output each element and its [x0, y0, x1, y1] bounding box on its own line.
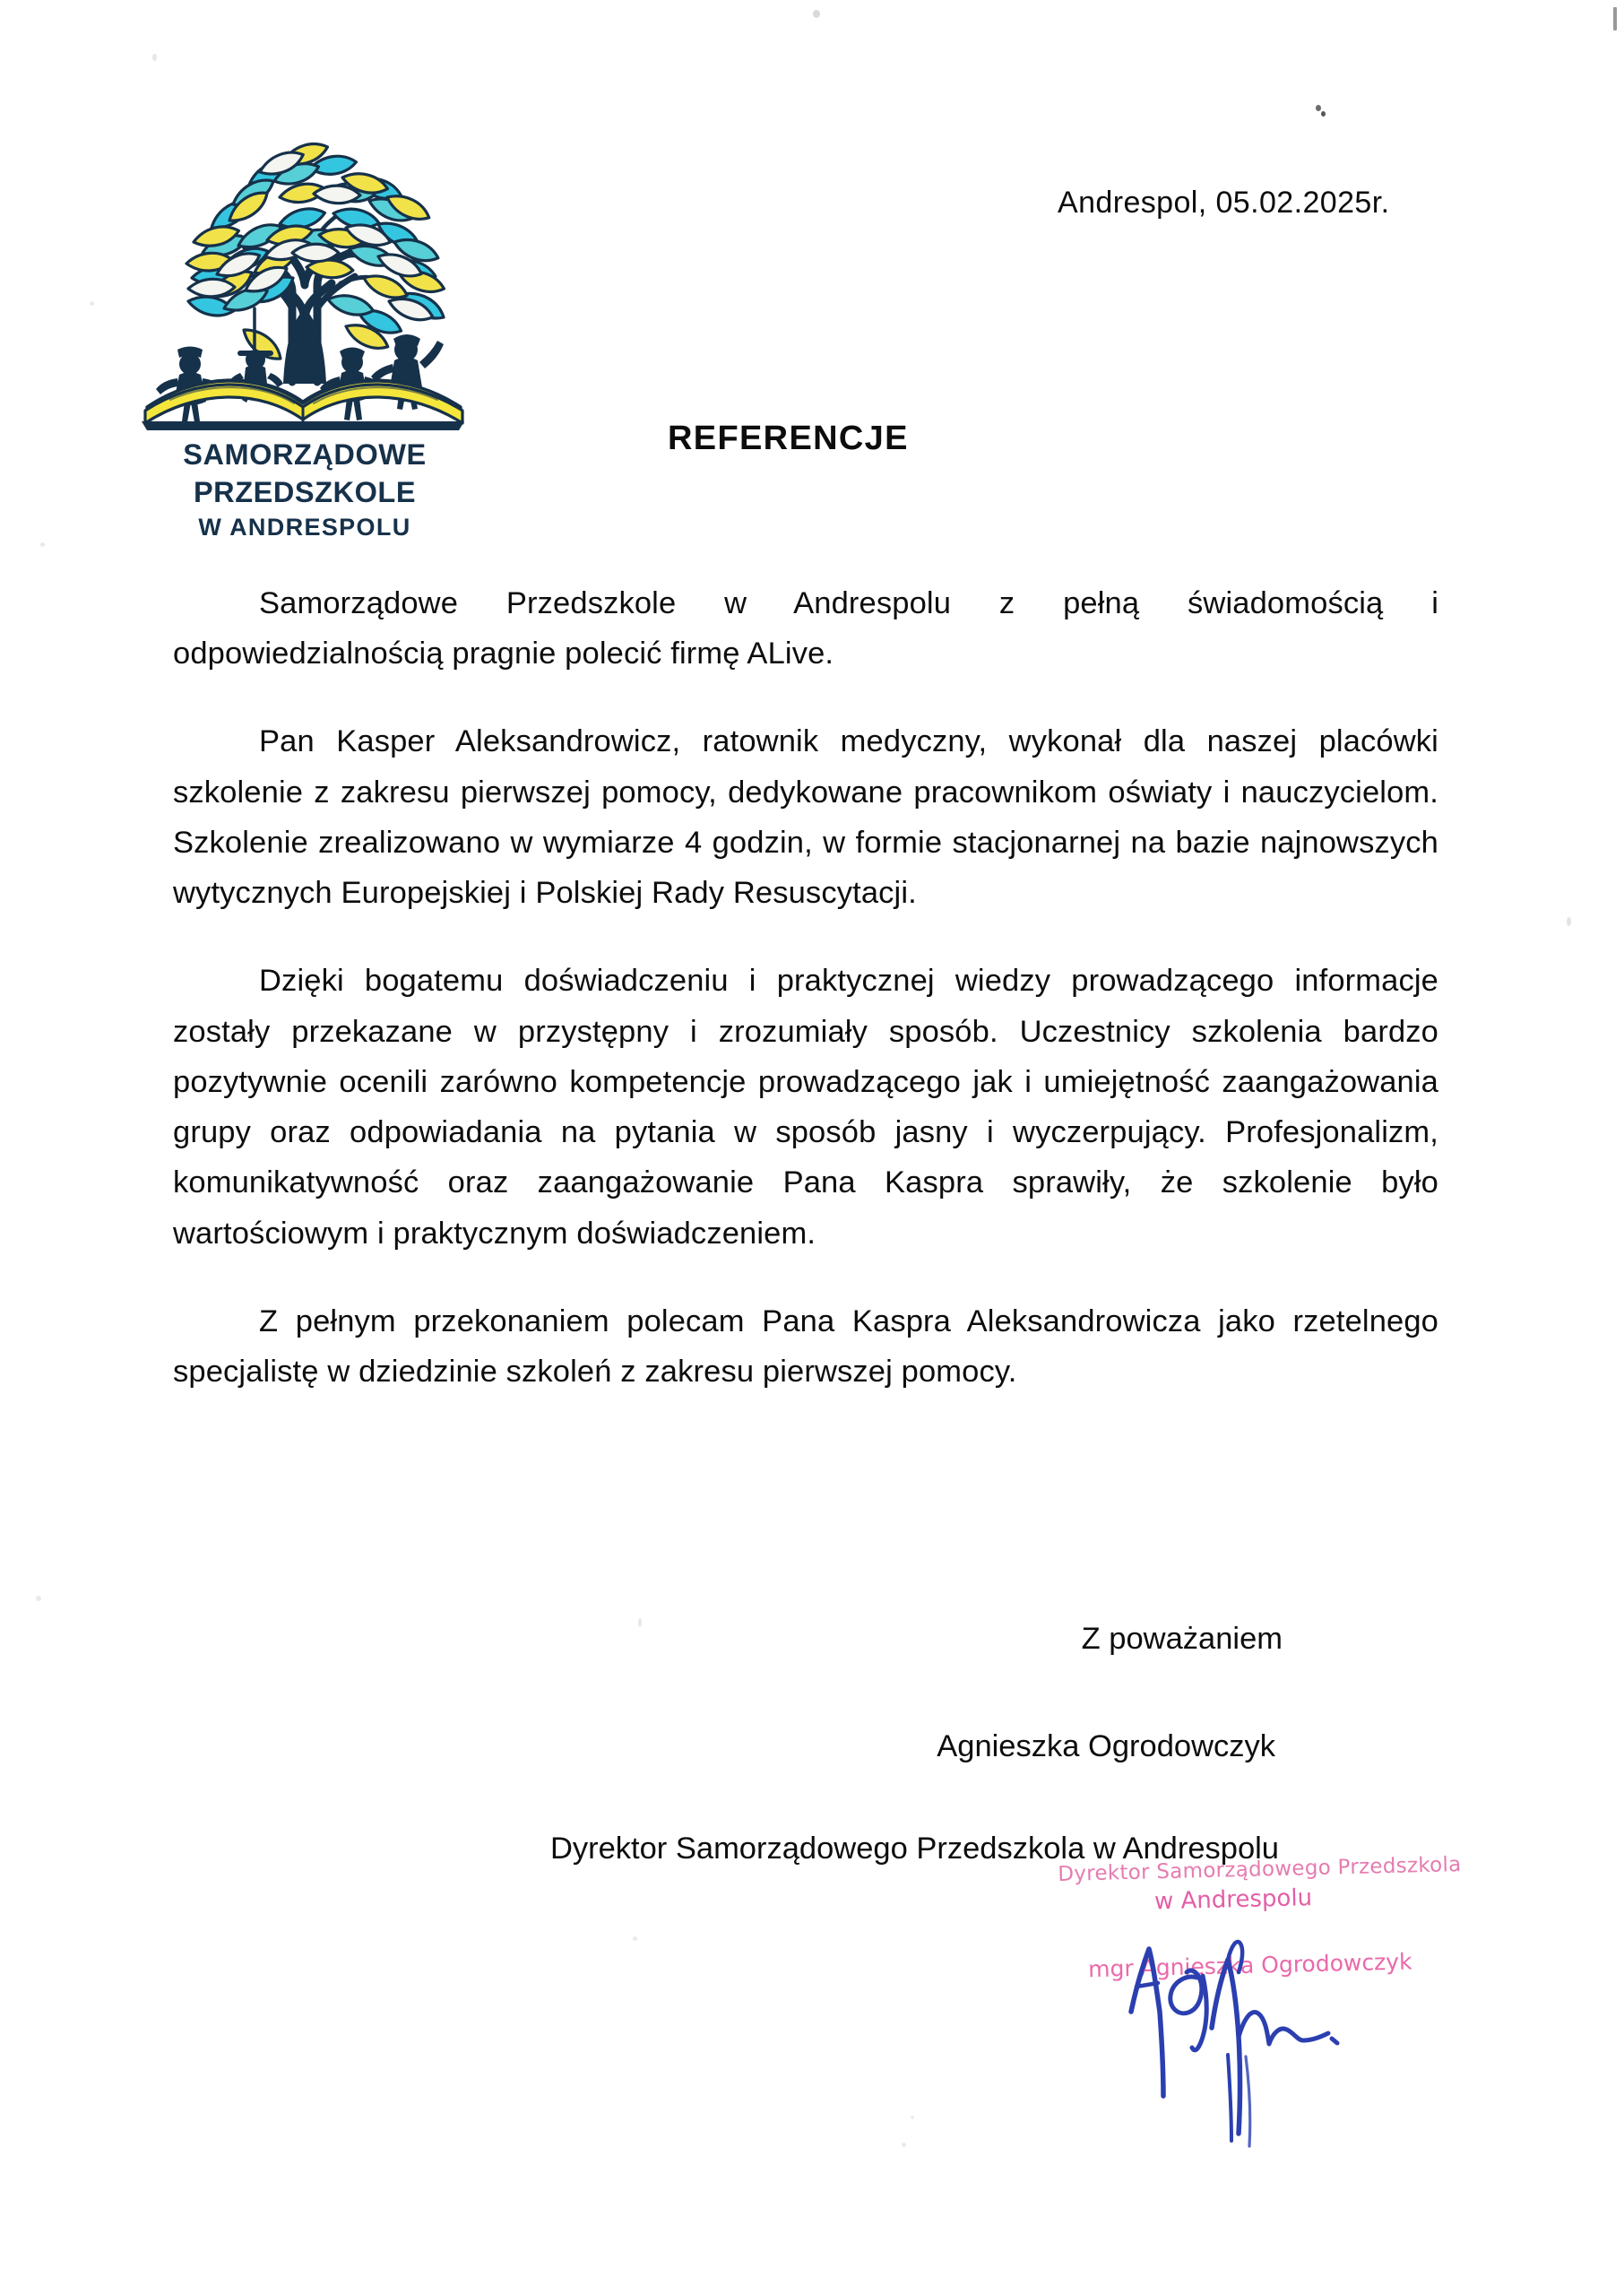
stamp-line-3: mgr Agnieszka Ogrodowczyk: [1087, 1948, 1412, 1983]
body-paragraph: Dzięki bogatemu doświadczeniu i praktycznej wiedzy prowadzącego informacje zostały przekazane w przystępny i zrozumiały sposób. Uczestnicy szkolenia bardzo pozytywnie ocenili zarówno kompetencje prowadzącego jak i umiejętność zaangażowania grupy oraz odpowiadania na pytania w sposób jasny i wyczerpujący. Profesjonalizm, komunikatywność oraz zaangażowanie Pana Kaspra sprawiły, że szkolenie było wartościowym i praktycznym doświadczeniem.: [173, 964, 1438, 1251]
letter-body: [173, 578, 1438, 1397]
closing-regards: Z poważaniem: [1081, 1622, 1283, 1656]
body-paragraph: Samorządowe Przedszkole w Andrespolu z pełną świadomością i odpowiedzialnością pragnie polecić firmę ALive.: [173, 586, 1438, 671]
scan-speck: [1321, 111, 1326, 117]
closing-signer-name: Agnieszka Ogrodowczyk: [937, 1729, 1275, 1764]
school-logo-icon: [134, 142, 475, 430]
letterhead: [134, 142, 475, 543]
scan-speck: [1316, 105, 1321, 111]
letterhead-school-name: [134, 436, 475, 543]
body-paragraph: Pan Kasper Aleksandrowicz, ratownik medyczny, wykonał dla naszej placówki szkolenie z zakresu pierwszej pomocy, dedykowane pracownikom oświaty i nauczycielom. Szkolenie zrealizowano w wymiarze 4 godzin, w formie stacjonarnej na bazie najnowszych wytycznych Europejskiej i Polskiej Rady Resuscytacji.: [173, 724, 1438, 911]
ink-stamp: [1058, 1852, 1462, 1983]
scan-speck: [911, 2116, 914, 2119]
letterhead-line-2: PRZEDSZKOLE: [193, 476, 417, 509]
letterhead-line-1: SAMORZĄDOWE: [183, 438, 427, 471]
scan-speck: [152, 54, 157, 61]
stamp-and-signature: [1058, 1852, 1462, 2159]
scan-speck: [633, 1936, 637, 1941]
date-line: Andrespol, 05.02.2025r.: [1058, 186, 1390, 220]
letterhead-line-3: W ANDRESPOLU: [198, 513, 411, 541]
scan-speck: [1567, 917, 1571, 926]
closing-block: [173, 1614, 1438, 1875]
scan-speck: [1613, 7, 1617, 30]
scan-speck: [40, 542, 45, 547]
stamp-line-2: w Andrespolu: [1153, 1884, 1313, 1916]
page-title: REFERENCJE: [668, 420, 909, 457]
closing-signer-role: Dyrektor Samorządowego Przedszkola w Andrespolu: [549, 1832, 1279, 1866]
scan-speck: [813, 10, 820, 18]
scan-speck: [36, 1596, 41, 1601]
body-paragraph: Z pełnym przekonaniem polecam Pana Kaspra Aleksandrowicza jako rzetelnego specjalistę w dziedzinie szkoleń z zakresu pierwszej pomocy.: [173, 1303, 1438, 1390]
scan-speck: [902, 2143, 906, 2147]
stamp-line-1: Dyrektor Samorządowego Przedszkola: [1058, 1852, 1462, 1886]
scan-speck: [90, 301, 94, 306]
